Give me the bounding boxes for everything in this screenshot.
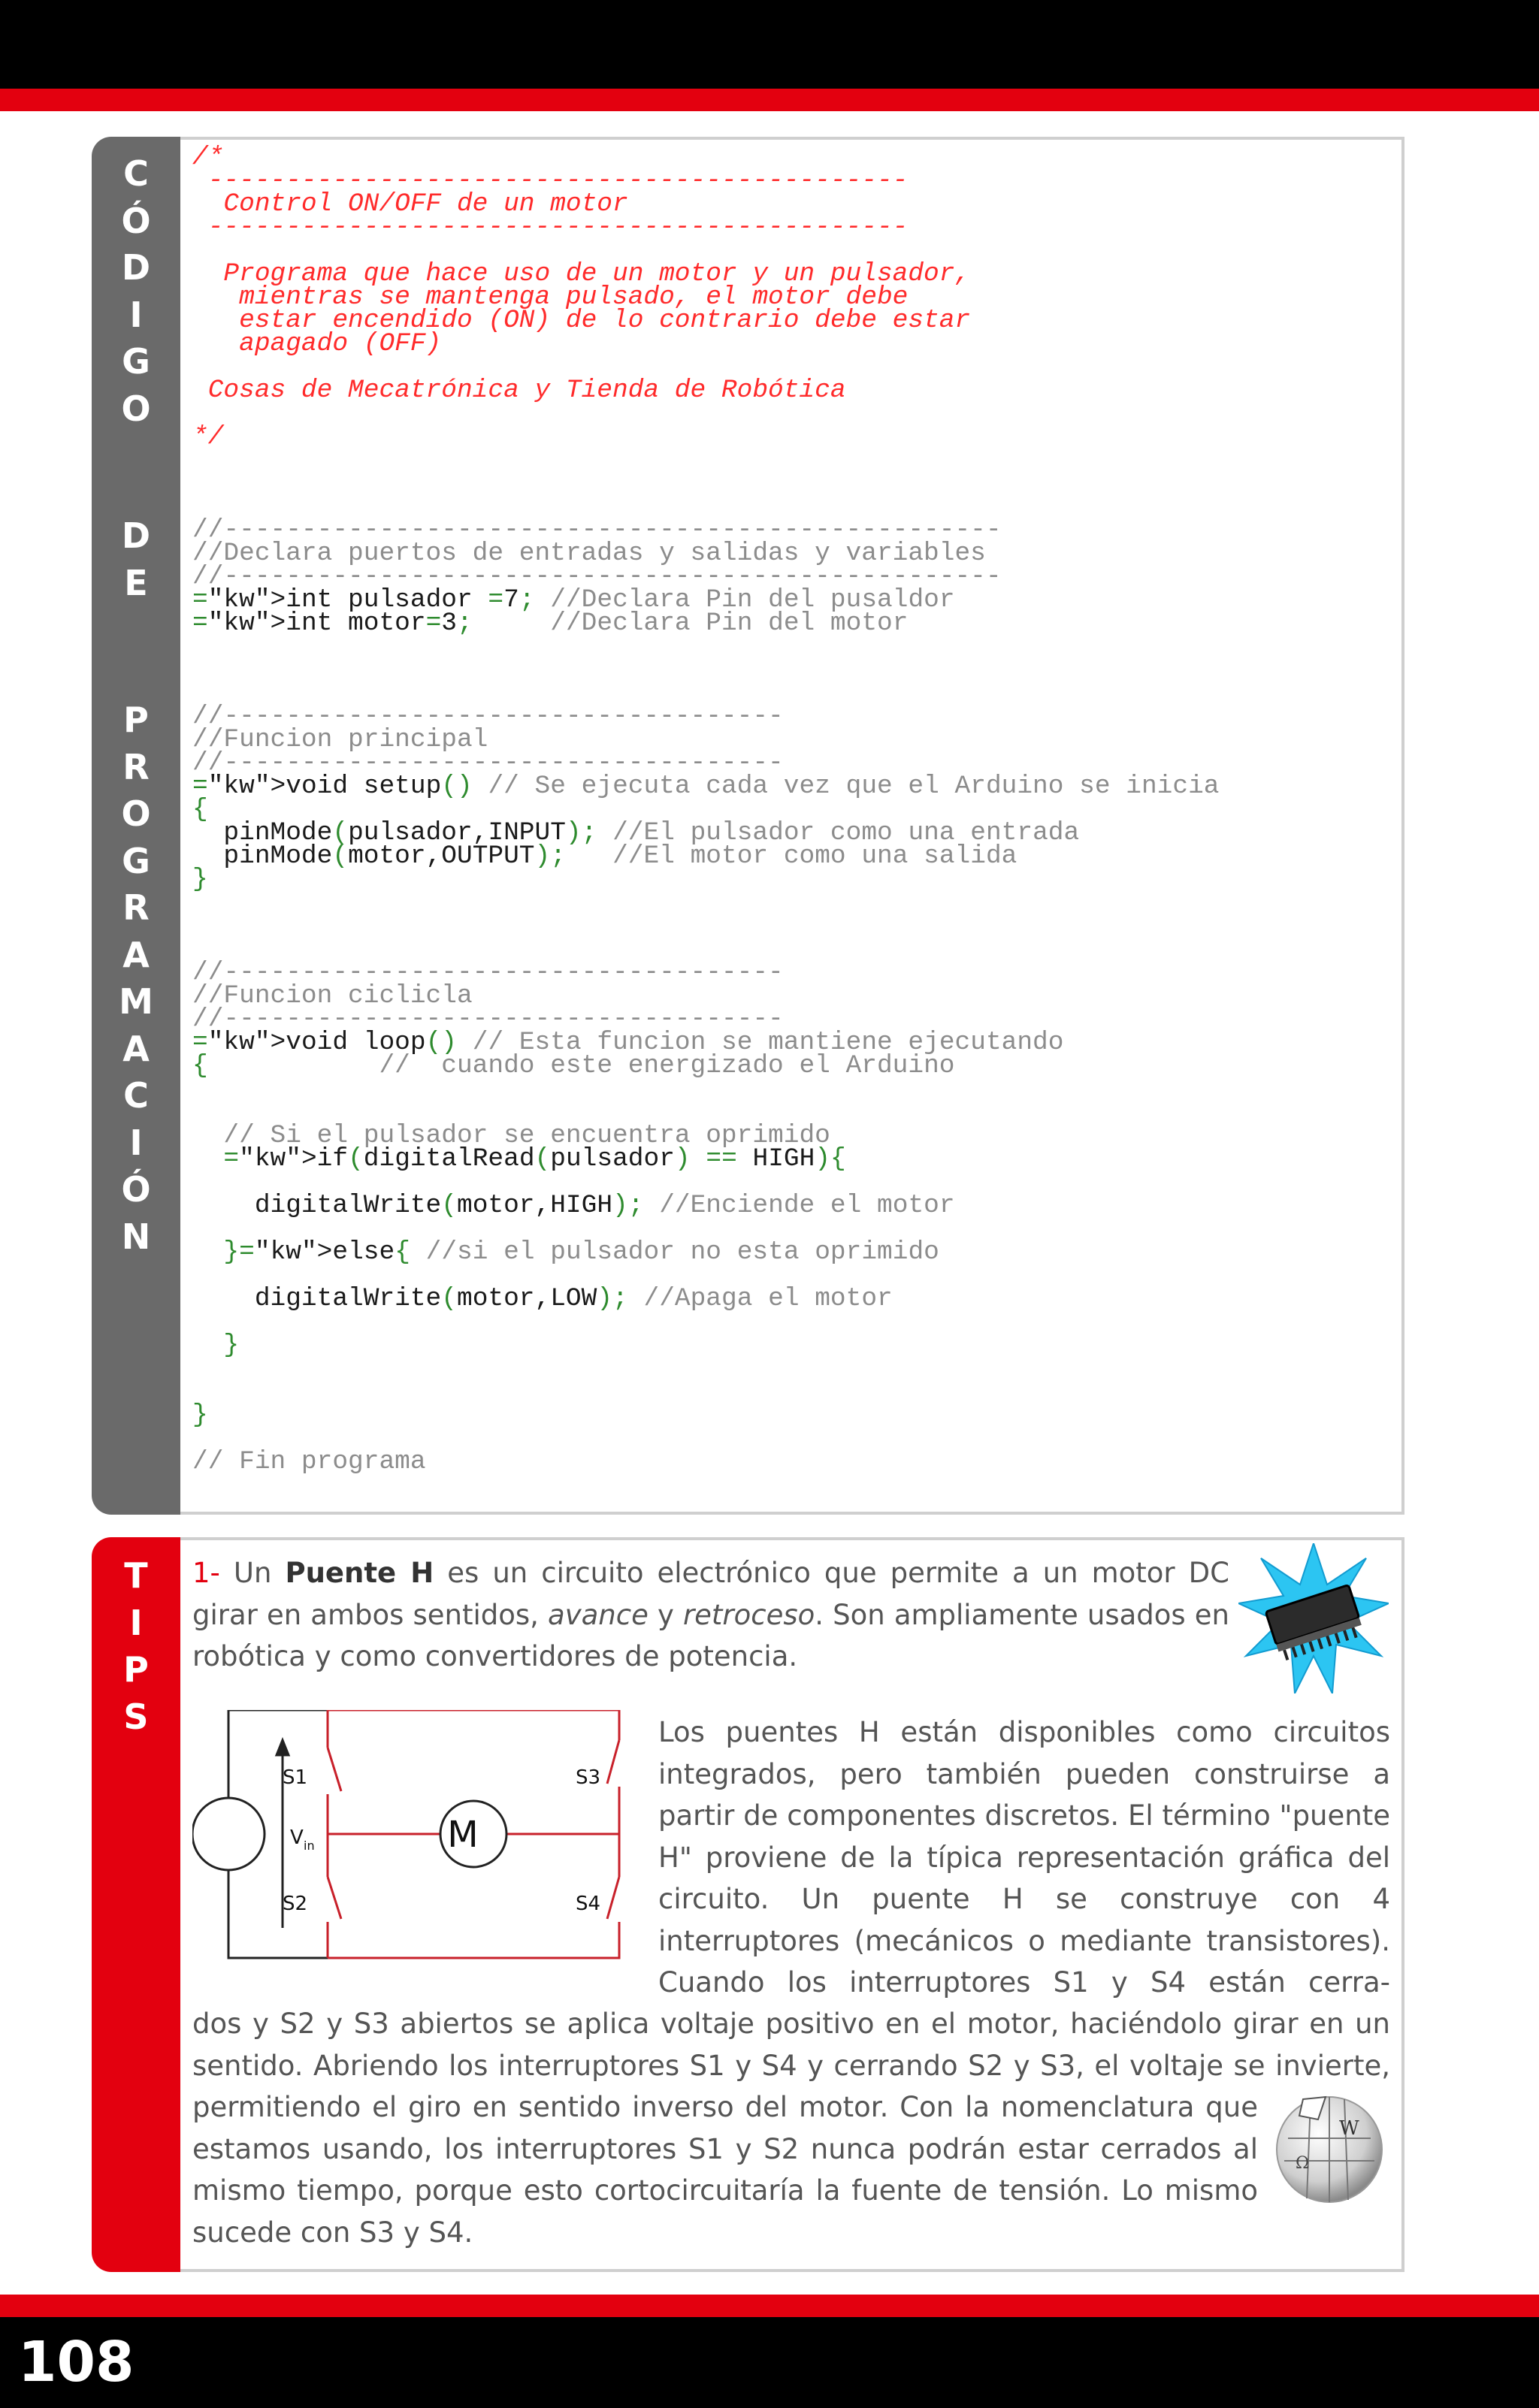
code-line: digitalWrite(motor,LOW); //Apaga el motor <box>192 1284 893 1313</box>
code-line: pinMode(motor,OUTPUT); //El motor como una salida <box>192 841 1017 871</box>
code-line: apagado (OFF) <box>192 329 442 358</box>
code-line: /* <box>192 143 224 172</box>
page-number: 108 <box>18 2330 135 2394</box>
top-black-bar <box>0 0 1539 89</box>
code-line: Cosas de Mecatrónica y Tienda de Robótica <box>192 376 846 405</box>
code-line: //------------------------------------ <box>192 1005 784 1034</box>
programacion-letter: N <box>121 1216 151 1257</box>
globe-glyph: W <box>1339 2117 1359 2140</box>
globe-glyph: Ω <box>1296 2154 1310 2173</box>
wikipedia-globe-icon <box>1273 2093 1386 2206</box>
code-line: --------------------------------------------- <box>192 166 909 195</box>
tip-text: es un circuito electrónico que permite a un motor DC girar en ambos sentidos, <box>192 1557 1229 1631</box>
tip-text: y <box>648 1598 683 1631</box>
tip-italic: retroceso <box>682 1598 815 1631</box>
code-line: { // cuando este energizado el Arduino <box>192 1051 955 1080</box>
s2-label: S2 <box>283 1893 308 1915</box>
tip-italic: avance <box>548 1598 649 1631</box>
top-red-stripe <box>0 89 1539 111</box>
code-line: // Fin programa <box>192 1447 426 1476</box>
code-line: //------------------------------------ <box>192 748 784 778</box>
chip-icon <box>1238 1543 1389 1693</box>
code-line: digitalWrite(motor,HIGH); //Enciende el motor <box>192 1191 955 1220</box>
programacion-letter: C <box>123 1075 149 1116</box>
codigo-letter: G <box>122 341 150 382</box>
code-line: ="kw">void setup() // Se ejecuta cada vez que el Arduino se inicia <box>192 772 1220 801</box>
tip-text: Un <box>219 1557 286 1589</box>
code-line: // Si el pulsador se encuentra oprimido <box>223 1121 830 1150</box>
vin-label: V <box>290 1826 304 1849</box>
de-letter: E <box>124 562 148 603</box>
codigo-letter: C <box>123 153 149 194</box>
codigo-letter: Ó <box>121 200 151 241</box>
programacion-letter: A <box>122 1028 150 1069</box>
programacion-letter: O <box>121 793 151 834</box>
code-line: ="kw">if(digitalRead(pulsador) == HIGH){ <box>223 1144 846 1174</box>
code-line: } <box>223 1331 240 1360</box>
programacion-letter: R <box>122 887 150 928</box>
tips-letter: T <box>124 1555 148 1596</box>
code-line: //-------------------------------------------------- <box>192 562 1002 591</box>
tips-letter: P <box>123 1649 149 1690</box>
programacion-letter: Ó <box>121 1169 151 1210</box>
code-line: } <box>192 865 208 894</box>
code-panel <box>92 137 1404 1515</box>
code-line: //Declara puertos de entradas y salidas y variables <box>192 539 986 568</box>
code-line: } <box>192 1400 208 1430</box>
code-listing <box>192 143 1220 1476</box>
code-line: //------------------------------------ <box>192 702 784 731</box>
side-label-codigo <box>92 150 180 432</box>
code-line: ="kw">int pulsador =7; //Declara Pin del pusaldor <box>192 585 955 615</box>
tips-letter: I <box>129 1602 143 1643</box>
programacion-letter: G <box>122 840 150 881</box>
programacion-letter: M <box>119 981 153 1022</box>
code-line: //Funcion ciclicla <box>192 981 473 1011</box>
programacion-letter: A <box>122 934 150 975</box>
code-line: --------------------------------------------- <box>192 213 909 242</box>
tip-text: . Son ampliamente usados en robótica y como convertidores de potencia. <box>192 1598 1229 1672</box>
code-line: estar encendido (ON) de lo contrario debe estar <box>192 306 971 335</box>
codigo-letter: I <box>129 294 143 335</box>
vin-subscript: in <box>304 1838 315 1853</box>
tips-panel <box>92 1537 1404 2272</box>
codigo-letter: O <box>121 388 151 429</box>
side-label-tips <box>92 1552 180 1740</box>
tip-number: 1- <box>192 1557 220 1589</box>
code-line: mientras se mantenga pulsado, el motor debe <box>192 282 909 312</box>
programacion-letter: R <box>122 746 150 787</box>
tips-letter: S <box>123 1696 149 1737</box>
tip-paragraph-2-full: dos y S2 y S3 abiertos se aplica voltaje positivo en el motor, haciéndolo girar en un sentido. Abriendo los interruptores S1 y S4 y cerrando S2 y S3, el voltaje se invierte, <box>192 2008 1390 2082</box>
h-bridge-diagram <box>192 1710 733 1999</box>
bottom-red-stripe <box>0 2295 1539 2317</box>
de-letter: D <box>121 515 151 556</box>
code-side-label <box>92 137 180 1515</box>
codigo-letter: D <box>121 247 151 288</box>
code-line: }="kw">else{ //si el pulsador no esta oprimido <box>223 1237 939 1267</box>
tip-paragraph-2-right: Los puentes H están disponibles como circuitos integrados, pero también pueden construirse a partir de componentes discretos. El término "puente H" proviene de la típica representación gráfica del circuito. Un puente H se construye con 4 interruptores (mecánicos o mediante transistores). Cuando los interruptores S1 y S4 están cerra- <box>658 1716 1390 1999</box>
code-line: ="kw">void loop() // Esta funcion se mantiene ejecutando <box>192 1028 1064 1057</box>
code-line: Control ON/OFF de un motor <box>192 189 628 219</box>
tip-term: Puente H <box>285 1557 434 1589</box>
code-line: //-------------------------------------------------- <box>192 515 1002 545</box>
s4-label: S4 <box>576 1893 601 1915</box>
tip-paragraph-1 <box>192 1552 1229 1678</box>
side-label-de <box>92 512 180 606</box>
motor-label: M <box>447 1814 479 1856</box>
code-line: pinMode(pulsador,INPUT); //El pulsador como una entrada <box>192 818 1080 847</box>
programacion-letter: P <box>123 699 149 740</box>
bottom-black-bar <box>0 2317 1539 2408</box>
programacion-letter: I <box>129 1122 143 1163</box>
side-label-programacion <box>92 696 180 1260</box>
tip-paragraph-2-end: permitiendo el giro en sentido inverso del motor. Con la nomenclatura que estamos usando, los interruptores S1 y S2 nunca podrán estar cerrados al mismo tiempo, porque esto cortocircuitaría la fuente de tensión. Lo mismo sucede con S3 y S4. <box>192 2091 1258 2249</box>
code-line: ="kw">int motor=3; //Declara Pin del motor <box>192 609 909 638</box>
code-line: //------------------------------------ <box>192 958 784 987</box>
code-line: Programa que hace uso de un motor y un pulsador, <box>192 259 971 289</box>
tips-side-label <box>92 1537 180 2272</box>
code-line: //Funcion principal <box>192 725 488 754</box>
code-line: { <box>192 795 208 824</box>
code-line: */ <box>192 422 224 452</box>
s3-label: S3 <box>576 1766 601 1789</box>
s1-label: S1 <box>283 1766 308 1789</box>
